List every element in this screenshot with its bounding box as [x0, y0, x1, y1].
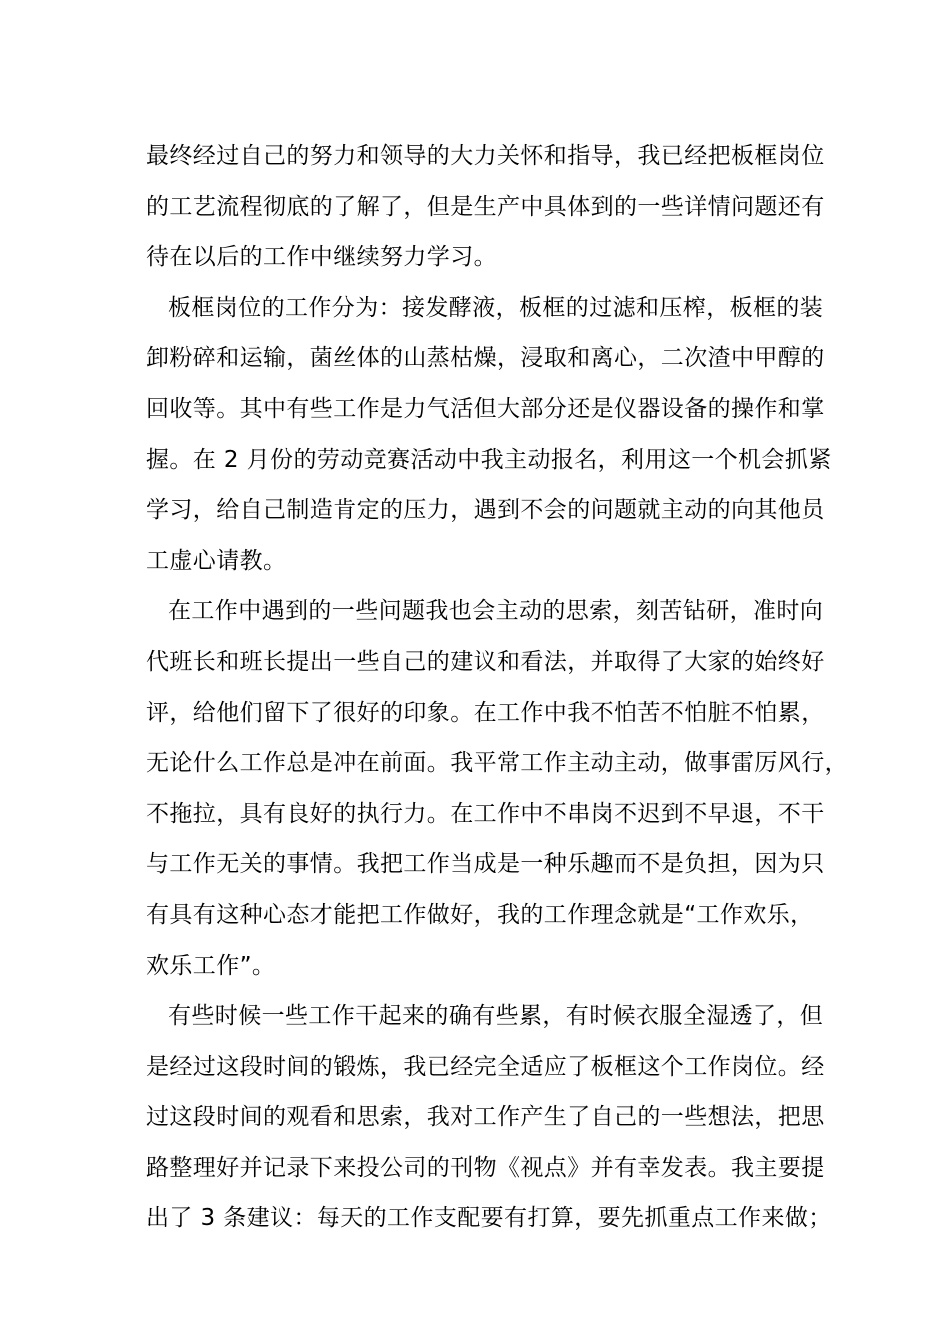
text-line: 回收等。其中有些工作是力气活但大部分还是仪器设备的操作和掌 — [146, 395, 825, 422]
text-line: 欢乐工作”。 — [146, 952, 276, 979]
text-line: 与工作无关的事情。我把工作当成是一种乐趣而不是负担，因为只 — [146, 851, 825, 878]
text-line: 有些时候一些工作干起来的确有些累，有时候衣服全湿透了，但 — [168, 1003, 824, 1030]
text-line: 待在以后的工作中继续努力学习。 — [146, 244, 497, 271]
paragraph-3 — [146, 586, 848, 991]
text-line: 板框岗位的工作分为：接发酵液，板框的过滤和压榨，板框的装 — [168, 294, 824, 321]
paragraph-1 — [146, 131, 826, 283]
text-line: 出了 3 条建议：每天的工作支配要有打算，要先抓重点工作来做； — [146, 1205, 832, 1232]
paragraph-4 — [146, 991, 832, 1244]
text-line: 最终经过自己的努力和领导的大力关怀和指导，我已经把板框岗位 — [146, 143, 825, 169]
text-line: 工虚心请教。 — [146, 547, 287, 574]
text-line: 代班长和班长提出一些自己的建议和看法，并取得了大家的始终好 — [146, 648, 825, 675]
text-line: 有具有这种心态才能把工作做好，我的工作理念就是“工作欢乐， — [146, 901, 814, 928]
text-line: 评，给他们留下了很好的印象。在工作中我不怕苦不怕脏不怕累， — [146, 699, 825, 726]
text-line: 路整理好并记录下来投公司的刊物《视点》并有幸发表。我主要提 — [146, 1154, 825, 1181]
text-line: 不拖拉，具有良好的执行力。在工作中不串岗不迟到不早退，不干 — [146, 800, 825, 827]
text-line: 握。在 2 月份的劳动竞赛活动中我主动报名，利用这一个机会抓紧 — [146, 446, 832, 473]
text-line: 是经过这段时间的锻炼，我已经完全适应了板框这个工作岗位。经 — [146, 1053, 825, 1080]
text-line: 的工艺流程彻底的了解了，但是生产中具体到的一些详情问题还有 — [146, 193, 825, 220]
paragraph-2 — [146, 283, 832, 587]
text-line: 在工作中遇到的一些问题我也会主动的思索，刻苦钻研，准时向 — [168, 598, 824, 625]
text-line: 学习，给自己制造肯定的压力，遇到不会的问题就主动的向其他员 — [146, 497, 825, 524]
text-line: 无论什么工作总是冲在前面。我平常工作主动主动，做事雷厉风行， — [146, 750, 848, 777]
text-line: 卸粉碎和运输，菌丝体的山蒸枯燥，浸取和离心，二次渣中甲醇的 — [146, 345, 825, 372]
document-body — [146, 131, 848, 1244]
text-line: 过这段时间的观看和思索，我对工作产生了自己的一些想法，把思 — [146, 1104, 825, 1131]
